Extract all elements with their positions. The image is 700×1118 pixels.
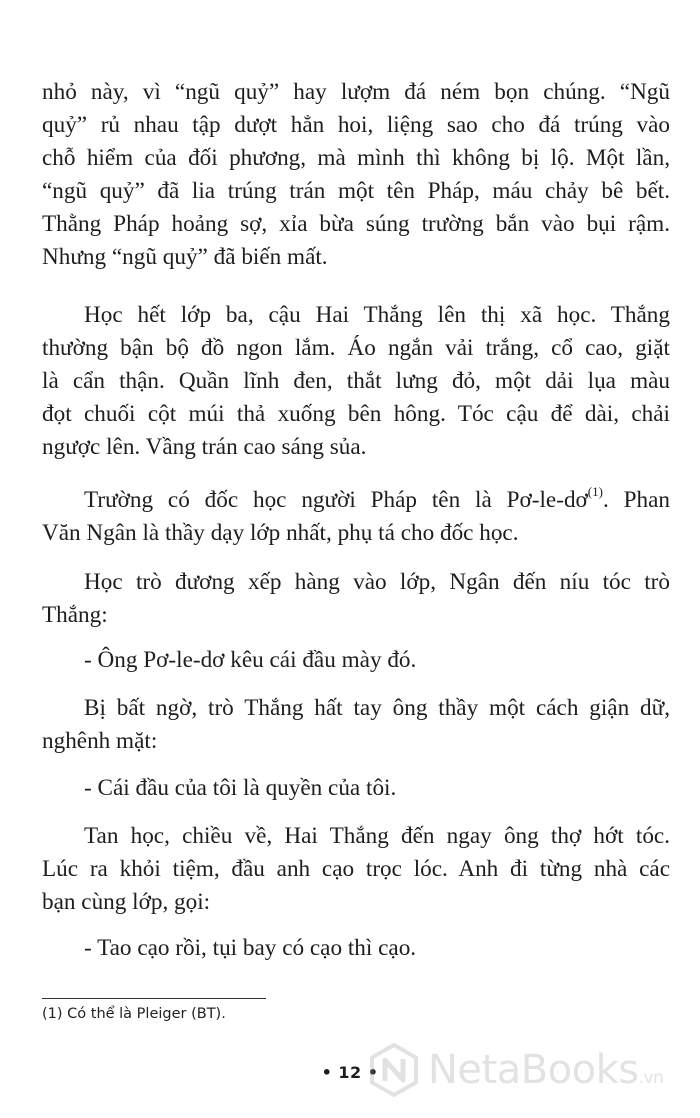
watermark-tld: .vn <box>638 1068 664 1088</box>
paragraph-2-line-3: là cẩn thận. Quần lĩnh đen, thắt lưng đỏ, một dải lụa màu <box>42 368 670 394</box>
paragraph-3-line-1 <box>42 484 670 517</box>
paragraph-2-line-2: thường bận bộ đồ ngon lắm. Áo ngắn vải trắng, cổ cao, giặt <box>42 335 670 361</box>
paragraph-3-line-2: Văn Ngân là thầy dạy lớp nhất, phụ tá cho đốc học. <box>42 520 519 546</box>
footnote-marker: (1) <box>587 484 603 500</box>
paragraph-9 <box>42 932 670 965</box>
paragraph-1-line-5: Thằng Pháp hoảng sợ, xỉa bừa súng trường bắn vào bụi rậm. <box>42 211 670 237</box>
paragraph-4-line-2: Thắng: <box>42 602 108 628</box>
paragraph-2-line-5: ngược lên. Vầng trán cao sáng sủa. <box>42 434 367 460</box>
footnote-divider <box>42 998 266 999</box>
paragraph-1-line-6: Nhưng “ngũ quỷ” đã biến mất. <box>42 244 328 270</box>
paragraph-3-line-1-tail: . Phan <box>602 487 670 513</box>
paragraph-1-line-1: nhỏ này, vì “ngũ quỷ” hay lượm đá ném bọn chúng. “Ngũ <box>42 79 670 105</box>
paragraph-5 <box>42 644 670 677</box>
paragraph-7 <box>42 772 670 805</box>
watermark-brand: NetaBooks <box>428 1047 639 1093</box>
paragraph-7-line-1: - Cái đầu của tôi là quyền của tôi. <box>84 775 397 801</box>
paragraph-3 <box>42 484 670 550</box>
paragraph-8-line-1: Tan học, chiều về, Hai Thắng đến ngay ông thợ hớt tóc. <box>84 823 670 849</box>
footnote: (1) Có thể là Pleiger (BT). <box>42 1006 226 1022</box>
paragraph-1-line-2: quỷ” rủ nhau tập dượt hẳn hoi, liệng sao cho đá trúng vào <box>42 112 670 138</box>
paragraph-1 <box>42 76 670 274</box>
paragraph-6 <box>42 692 670 758</box>
paragraph-1-line-3: chỗ hiểm của đối phương, mà mình thì không bị lộ. Một lần, <box>42 145 670 171</box>
paragraph-4-line-1: Học trò đương xếp hàng vào lớp, Ngân đến níu tóc trò <box>84 569 670 595</box>
paragraph-1-line-4: “ngũ quỷ” đã lia trúng trán một tên Pháp, máu chảy bê bết. <box>42 178 670 204</box>
paragraph-3-line-1-text: Trường có đốc học người Pháp tên là Pơ-le-dơ <box>84 487 588 513</box>
paragraph-2-line-4: đọt chuối cột múi thả xuống bên hông. Tóc cậu để dài, chải <box>42 401 670 427</box>
paragraph-4 <box>42 566 670 632</box>
paragraph-5-line-1: - Ông Pơ-le-dơ kêu cái đầu mày đó. <box>84 647 417 673</box>
paragraph-9-line-1: - Tao cạo rồi, tụi bay có cạo thì cạo. <box>84 935 417 961</box>
page-number: • 12 • <box>321 1063 379 1082</box>
paragraph-2 <box>42 299 670 464</box>
paragraph-2-line-1: Học hết lớp ba, cậu Hai Thắng lên thị xã học. Thắng <box>84 302 670 328</box>
paragraph-8-line-2: Lúc ra khỏi tiệm, đầu anh cạo trọc lóc. Anh đi từng nhà các <box>42 856 670 882</box>
paragraph-8 <box>42 820 670 919</box>
paragraph-8-line-3: bạn cùng lớp, gọi: <box>42 889 211 915</box>
paragraph-6-line-2: nghênh mặt: <box>42 728 158 754</box>
paragraph-6-line-1: Bị bất ngờ, trò Thắng hất tay ông thầy một cách giận dữ, <box>84 695 670 721</box>
